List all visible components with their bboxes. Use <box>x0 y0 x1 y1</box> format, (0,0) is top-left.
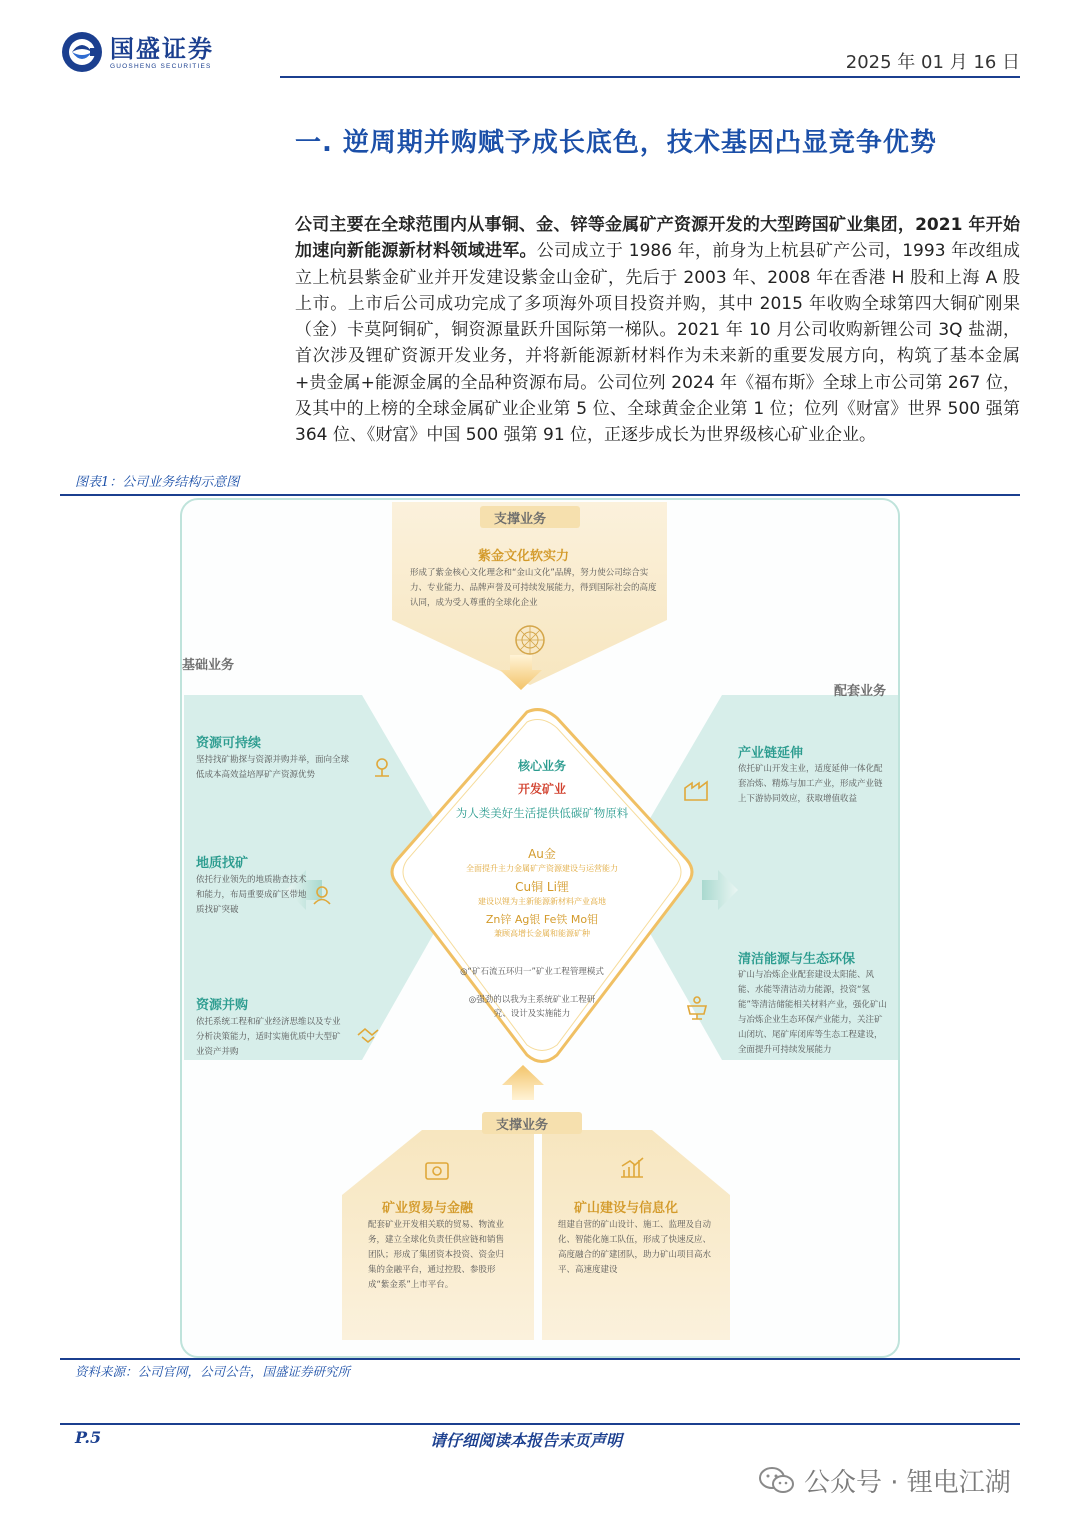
bottom-card-1-text: 配套矿业开发相关联的贸易、物流业务，建立全球化负责任供应链和销售团队；形成了集团资本投资、资金归集的金融平台，通过控股、参股形成“紫金系”上市平台。 <box>368 1220 505 1290</box>
figure-top-rule <box>60 494 1020 496</box>
left-card-3-text: 依托系统工程和矿业经济思维以及专业分析决策能力，适时实施优质中大型矿业资产并购 <box>196 1017 341 1057</box>
paragraph-body: 公司成立于 1986 年，前身为上杭县矿产公司，1993 年改组成立上杭县紫金矿业并开发建设紫金山金矿，先后于 2003 年、2008 年在香港 H 股和上海 A 股上市。上市后公司成功完成了多项海外项目投资并购，其中 2015 年收购全球第四大铜矿刚果（金）卡莫阿铜矿，铜资源量跃升国际第一梯队。2021 年 10 月公司收购新锂公司 3Q 盐湖，首次涉及锂矿资源开发业务，并将新能源新材料作为未来新的重要发展方向，构筑了基本金属+贵金属+能源金属的全品种资源布局。公司位列 2024 年《福布斯》全球上市公司第 267 位，及其中的上榜的全球金属矿业企业第 5 位、全球黄金企业第 1 位；位列《财富》世界 500 强第 364 位、《财富》中国 500 强第 91 位，正逐步成长为世界级核心矿业企业。 <box>295 241 1020 446</box>
bottom-card-2-title: 矿山建设与信息化 <box>574 1201 679 1216</box>
left-card-3-title: 资源并购 <box>196 998 249 1013</box>
brand-logo-icon <box>60 30 104 74</box>
top-support-text: 形成了紫金核心文化理念和“金山文化”品牌，努力使公司综合实力、专业能力、品牌声誉及可持续发展能力，得到国际社会的高度认同，成为受人尊重的全球化企业 <box>410 568 657 608</box>
right-card-1-text: 依托矿山开发主业，适度延伸一体化配套冶炼、精炼与加工产业，形成产业链上下游协同效应，获取增值收益 <box>738 764 883 804</box>
header-divider <box>280 76 1020 78</box>
report-date: 2025 年 01 月 16 日 <box>845 52 1020 73</box>
core-heading: 核心业务 <box>517 759 566 773</box>
brand-name-cn: 国盛证券 <box>110 34 214 63</box>
page-header <box>60 30 1020 78</box>
right-card-2-text: 矿山与冶炼企业配套建设太阳能、风能、水能等清洁动力能源，投资“氢能”等清洁储能相关材料产业，强化矿山与冶炼企业生态环保产业能力，关注矿山闭坑、尾矿库闭库等生态工程建设，全面提升可持续发展能力 <box>738 970 887 1055</box>
up-arrow <box>502 1065 544 1100</box>
page-number: P.5 <box>75 1428 102 1447</box>
brand-name-en: GUOSHENG SECURITIES <box>110 62 212 70</box>
business-structure-diagram <box>180 498 900 1358</box>
left-card-1-text: 坚持找矿勘探与资源并购并举，面向全球低成本高效益培厚矿产资源优势 <box>196 755 350 780</box>
top-support-title: 紫金文化软实力 <box>478 549 570 564</box>
core-metal-1-note: 全面提升主力金属矿产资源建设与运营能力 <box>466 864 618 873</box>
bottom-card-2-text: 组建自营的矿山设计、施工、监理及自动化、智能化施工队伍，形成了快速反应、高度融合的矿建团队，助力矿山项目高水平、高速度建设 <box>558 1220 712 1275</box>
core-metal-2: Cu铜 Li锂 <box>515 880 569 894</box>
left-card-2-title: 地质找矿 <box>196 856 249 871</box>
right-support-label: 配套业务 <box>834 684 887 699</box>
core-metal-2-note: 建设以锂为主新能源新材料产业高地 <box>478 897 606 906</box>
core-metal-3-note: 兼顾高增长金属和能源矿种 <box>494 929 590 938</box>
core-metal-1: Au金 <box>528 847 556 861</box>
footer-disclaimer: 请仔细阅读本报告末页声明 <box>430 1431 623 1450</box>
globe-emblem-icon <box>516 626 544 654</box>
core-metal-3: Zn锌 Ag银 Fe铁 Mo钼 <box>485 913 599 926</box>
section-title: 一. 逆周期并购赋予成长底色，技术基因凸显竞争优势 <box>295 128 937 158</box>
figure-bottom-rule <box>60 1358 1020 1360</box>
paragraph-lead: 公司主要在全球范围内从事铜、金、锌等金属矿产资源开发的大型跨国矿业集团，2021 年开始加速向新能源新材料领域进军。 <box>295 215 1020 262</box>
core-mission: 为人类美好生活提供低碳矿物原料 <box>455 806 629 820</box>
body-paragraph <box>295 212 1020 449</box>
bottom-support-tab: 支撑业务 <box>496 1118 549 1133</box>
left-card-2-text: 依托行业领先的地质勘查技术和能力，布局重要成矿区带地质找矿突破 <box>196 875 307 915</box>
top-support-tab: 支撑业务 <box>494 512 547 527</box>
core-sub: 开发矿业 <box>517 782 566 796</box>
core-point-2: ◎强劲的以我为主系统矿业工程研究、设计及实施能力 <box>468 995 596 1019</box>
right-card-1-title: 产业链延伸 <box>738 746 804 761</box>
brand-logo <box>60 30 214 74</box>
figure-caption: 图表1：公司业务结构示意图 <box>75 475 240 490</box>
watermark-text: 公众号 · 锂电江湖 <box>804 1468 1011 1498</box>
wechat-watermark <box>758 1462 1011 1499</box>
right-card-2-title: 清洁能源与生态环保 <box>738 952 856 967</box>
left-basic-label: 基础业务 <box>182 658 235 673</box>
figure-source: 资料来源：公司官网，公司公告，国盛证券研究所 <box>75 1364 351 1379</box>
wechat-icon <box>758 1466 796 1496</box>
footer-divider <box>60 1423 1020 1425</box>
core-point-1: ◎“矿石流五环归一”矿业工程管理模式 <box>460 967 604 977</box>
left-card-1-title: 资源可持续 <box>196 736 262 751</box>
bottom-card-1-title: 矿业贸易与金融 <box>382 1201 474 1216</box>
